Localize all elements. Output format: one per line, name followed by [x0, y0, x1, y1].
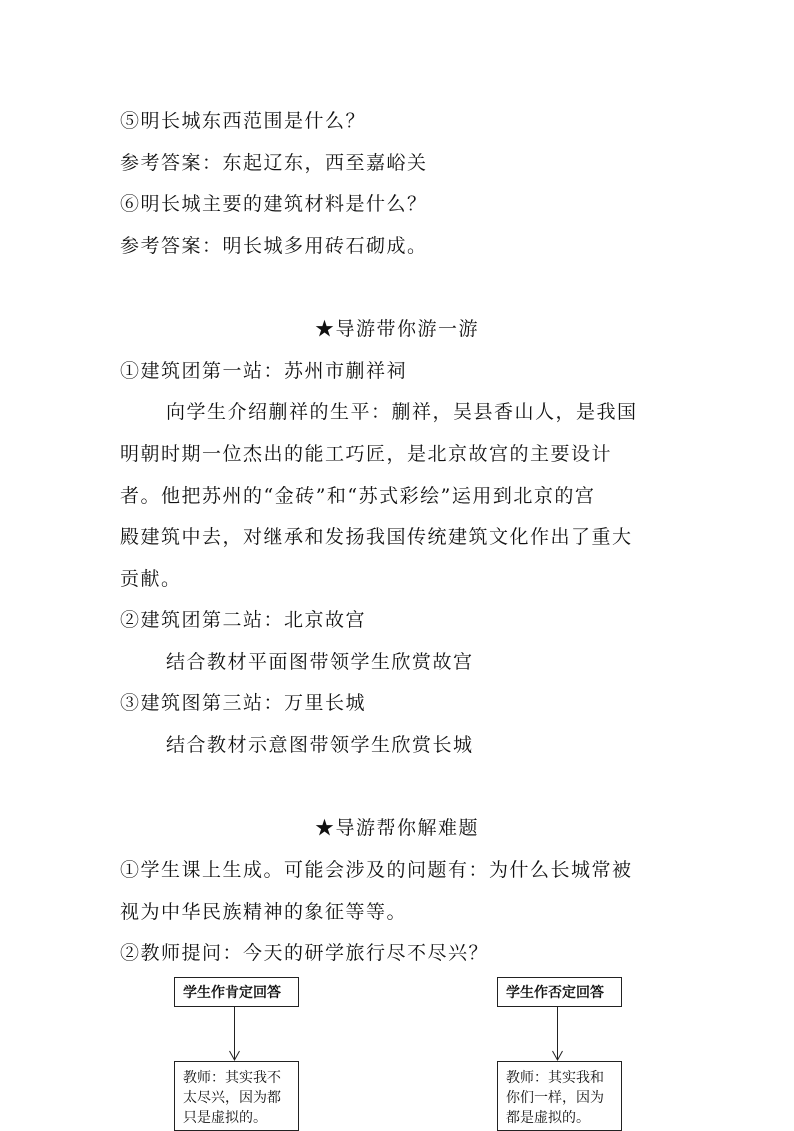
stop-1-paragraph-line: 殿建筑中去，对继承和发扬我国传统建筑文化作出了重大: [120, 526, 633, 548]
section-heading-tour: ★导游带你游一游: [314, 318, 479, 340]
right-header-box: 学生作否定回答: [497, 977, 622, 1007]
right-body-line: 你们一样，因为: [506, 1090, 604, 1106]
stop-3-note: 结合教材示意图带领学生欣赏长城: [166, 734, 474, 756]
stop-1-paragraph-line: 向学生介绍蒯祥的生平：蒯祥，吴县香山人，是我国: [166, 401, 638, 423]
answer-5: 参考答案：东起辽东，西至嘉峪关: [120, 152, 428, 174]
stop-1-paragraph-line: 者。他把苏州的“金砖”和“苏式彩绘”运用到北京的宫: [120, 485, 596, 507]
left-body-line: 只是虚拟的。: [183, 1110, 267, 1126]
left-header-box: 学生作肯定回答: [174, 977, 299, 1007]
left-body-line: 教师：其实我不: [183, 1070, 281, 1086]
item-1-line: ①学生课上生成。可能会涉及的问题有：为什么长城常被: [120, 859, 633, 881]
stop-1-paragraph-line: 明朝时期一位杰出的能工巧匠，是北京故宫的主要设计: [120, 443, 613, 465]
answer-6: 参考答案：明长城多用砖石砌成。: [120, 235, 428, 257]
stop-3: ③建筑图第三站：万里长城: [120, 692, 367, 714]
question-5: ⑤明长城东西范围是什么？: [120, 110, 367, 132]
left-arrow: [234, 1007, 244, 1063]
item-1-line: 视为中华民族精神的象征等等。: [120, 901, 408, 923]
section-heading-questions: ★导游帮你解难题: [314, 817, 479, 839]
question-6: ⑥明长城主要的建筑材料是什么？: [120, 193, 428, 215]
stop-1-paragraph-line: 贡献。: [120, 568, 182, 590]
right-body-box: [497, 1061, 622, 1131]
stop-2-note: 结合教材平面图带领学生欣赏故宫: [166, 651, 474, 673]
stop-2: ②建筑团第二站：北京故宫: [120, 609, 367, 631]
left-body-box: [174, 1061, 299, 1131]
right-arrow: [557, 1007, 567, 1063]
right-body-line: 都是虚拟的。: [506, 1110, 590, 1126]
left-body-line: 太尽兴，因为都: [183, 1090, 281, 1106]
stop-1: ①建筑团第一站：苏州市蒯祥祠: [120, 360, 408, 382]
right-body-line: 教师：其实我和: [506, 1070, 604, 1086]
item-2: ②教师提问：今天的研学旅行尽不尽兴？: [120, 942, 490, 964]
